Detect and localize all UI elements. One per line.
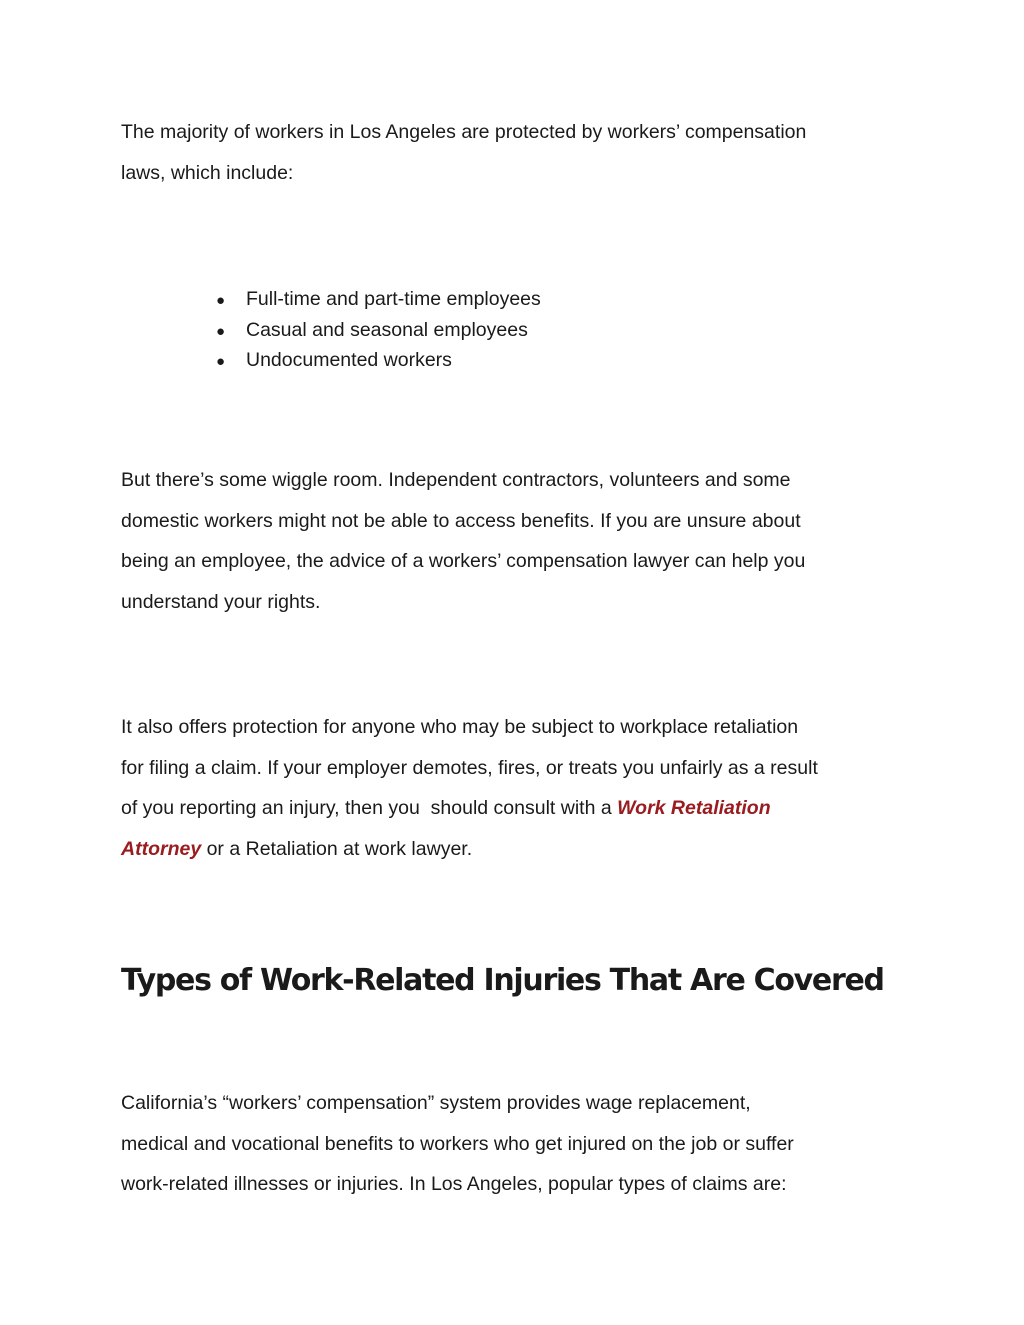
exceptions-line-3: being an employee, the advice of a workers’ compensation lawyer can help you bbox=[121, 550, 806, 572]
intro-paragraph bbox=[121, 112, 911, 193]
list-item bbox=[213, 285, 541, 316]
exceptions-paragraph bbox=[121, 460, 911, 622]
exceptions-line-4: understand your rights. bbox=[121, 590, 321, 613]
link-text-part-2[interactable]: Attorney bbox=[121, 837, 202, 860]
section-heading: Types of Work-Related Injuries That Are Covered bbox=[121, 963, 884, 998]
retaliation-line-4: or a Retaliation at work lawyer. bbox=[201, 837, 473, 860]
bullet-icon: ● bbox=[216, 292, 226, 309]
covered-workers-list bbox=[213, 285, 541, 377]
link-text-part-1[interactable]: Work Retaliation bbox=[617, 797, 771, 819]
list-item-text: Full-time and part-time employees bbox=[246, 288, 541, 310]
california-line-3: work-related illnesses or injuries. In Los Angeles, popular types of claims are: bbox=[121, 1173, 787, 1195]
california-paragraph bbox=[121, 1083, 911, 1205]
bullet-icon: ● bbox=[216, 322, 226, 340]
retaliation-paragraph bbox=[121, 707, 911, 869]
retaliation-line-1: It also offers protection for anyone who may be subject to workplace retaliation bbox=[121, 716, 799, 738]
retaliation-line-3: of you reporting an injury, then you should consult with a bbox=[121, 797, 618, 819]
intro-line-2: laws, which include: bbox=[121, 161, 294, 184]
list-item bbox=[213, 316, 541, 347]
list-item bbox=[213, 346, 541, 377]
retaliation-line-2: for filing a claim. If your employer demotes, fires, or treats you unfairly as a result bbox=[121, 756, 818, 779]
california-line-2: medical and vocational benefits to workers who get injured on the job or suffer bbox=[121, 1132, 794, 1155]
california-line-1: California’s “workers’ compensation” system provides wage replacement, bbox=[121, 1092, 751, 1114]
list-item-text: Casual and seasonal employees bbox=[246, 318, 528, 341]
list-item-text: Undocumented workers bbox=[246, 349, 452, 372]
exceptions-line-2: domestic workers might not be able to access benefits. If you are unsure about bbox=[121, 509, 801, 532]
intro-line-1: The majority of workers in Los Angeles are protected by workers’ compensation bbox=[121, 121, 807, 143]
exceptions-line-1: But there’s some wiggle room. Independent contractors, volunteers and some bbox=[121, 469, 791, 491]
bullet-icon: ● bbox=[216, 353, 226, 371]
